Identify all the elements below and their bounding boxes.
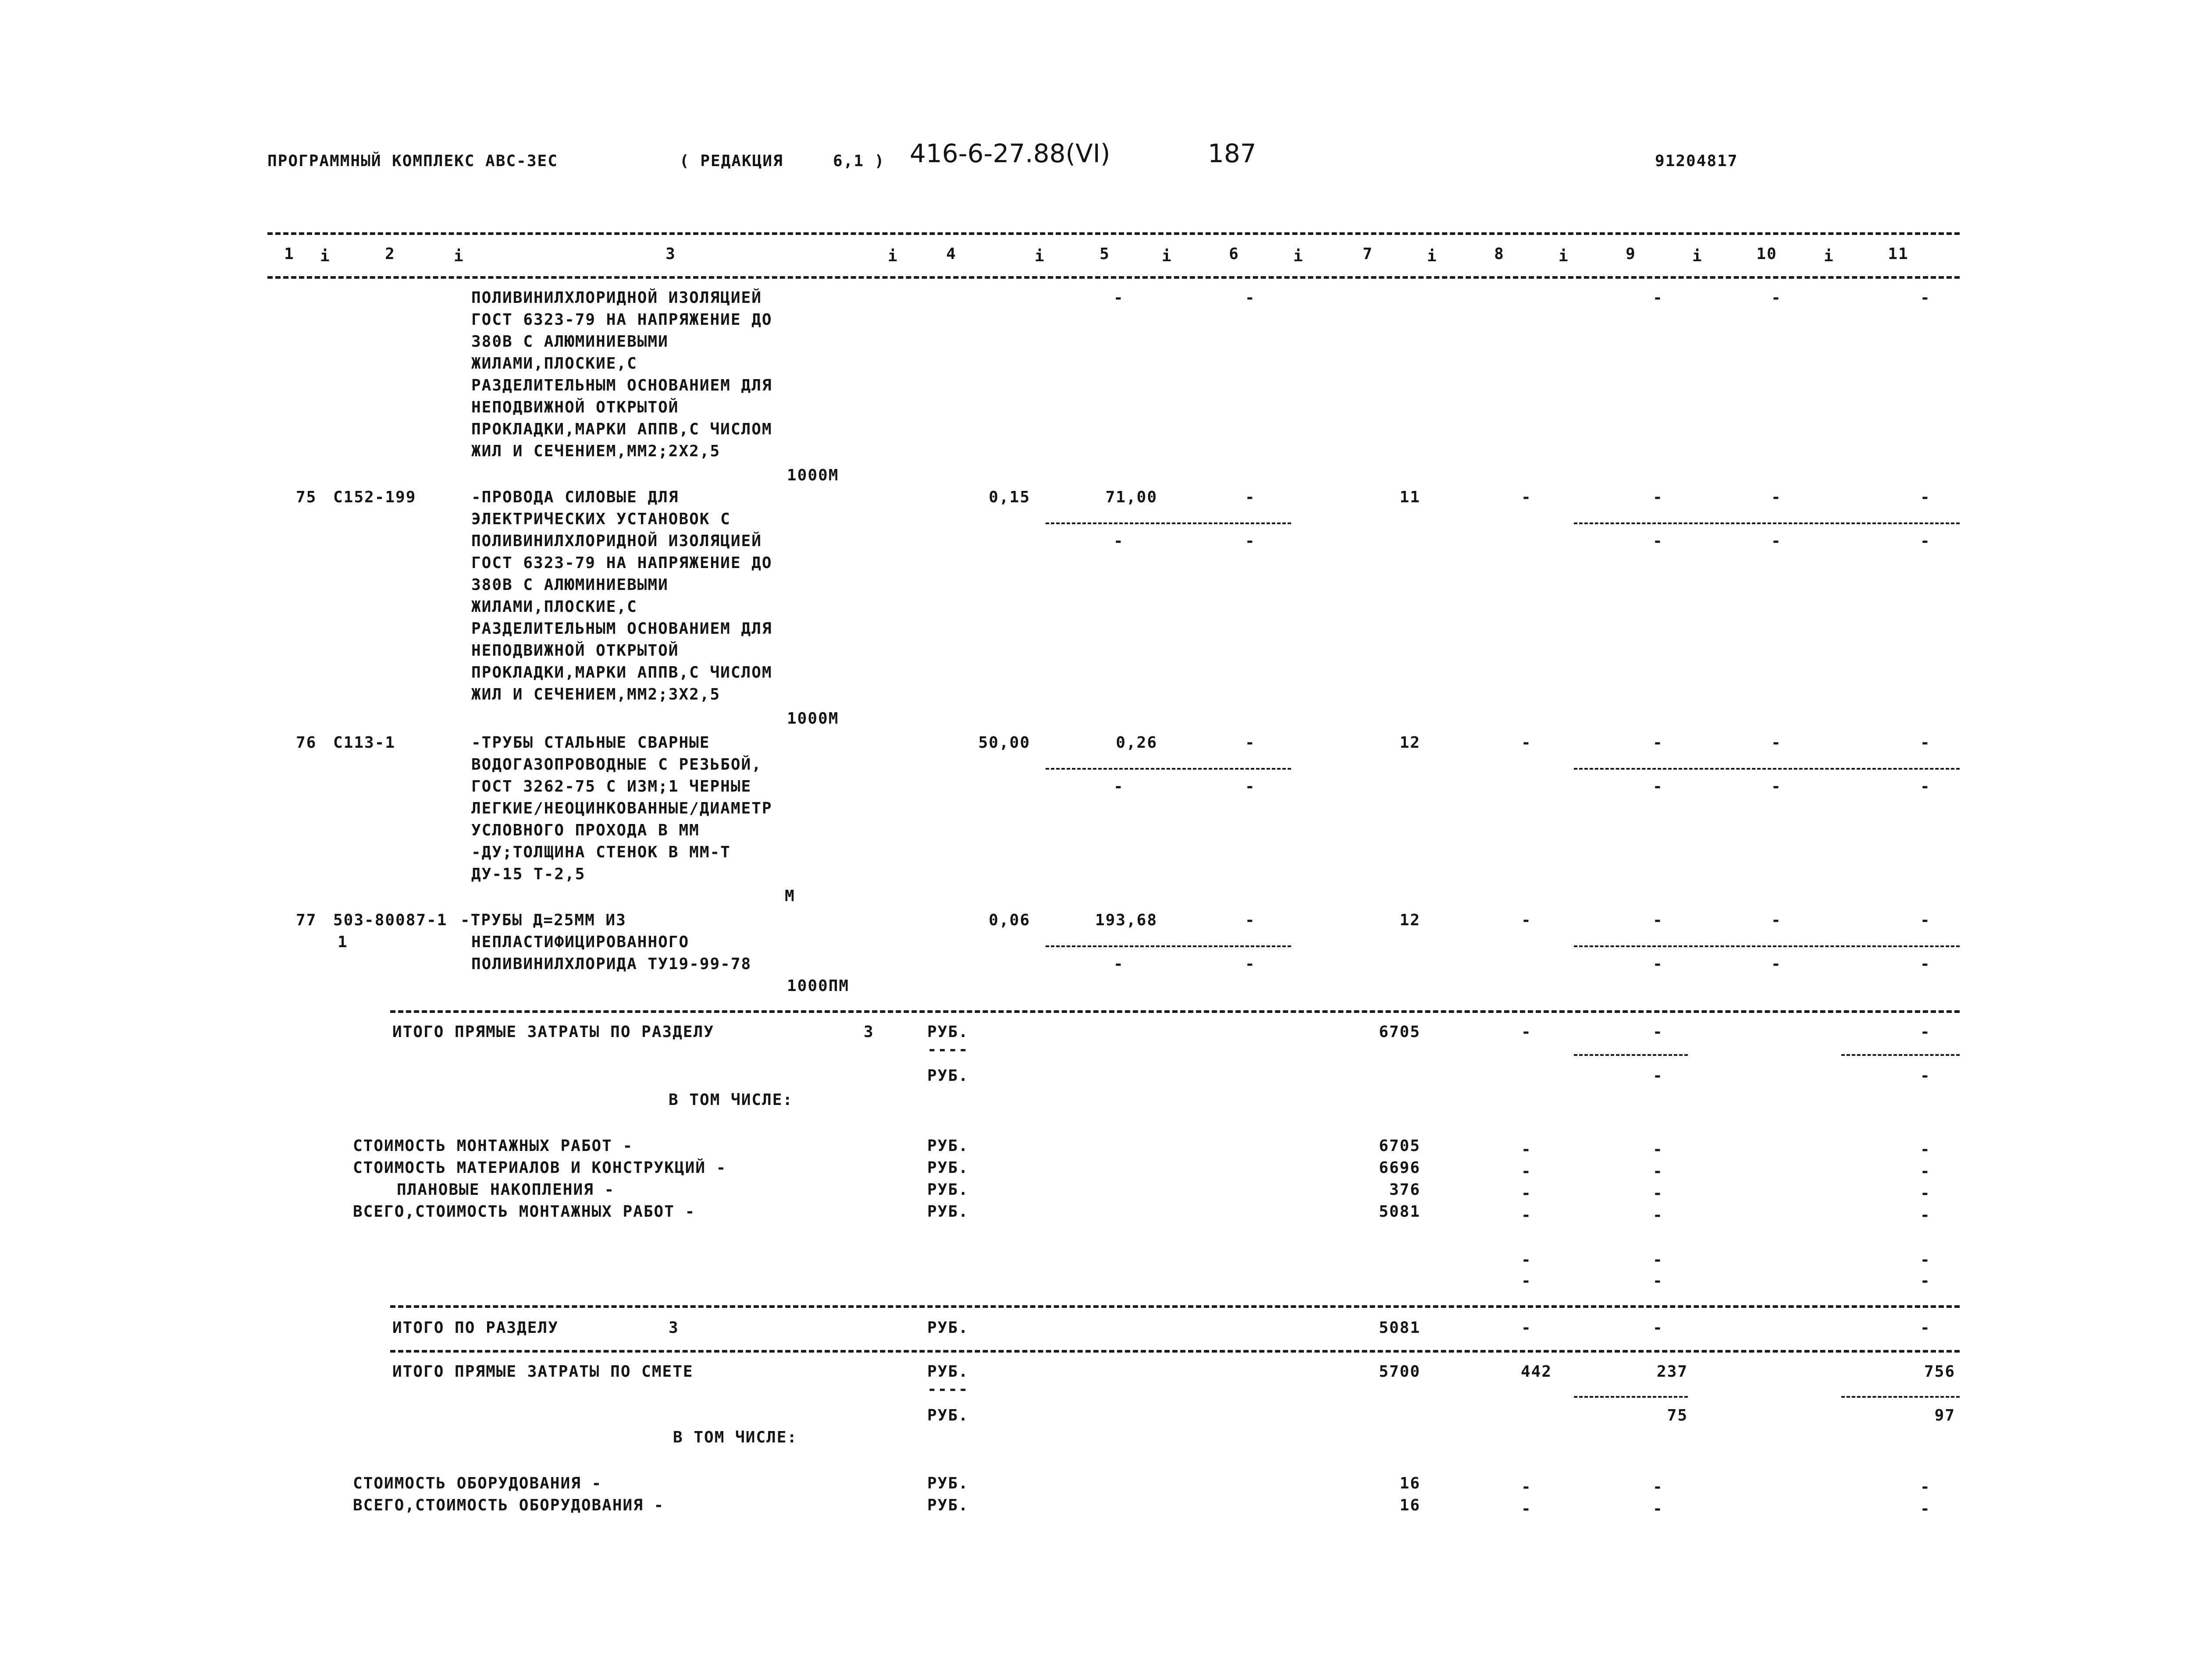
breakdown-label: ВСЕГО,СТОИМОСТЬ МОНТАЖНЫХ РАБОТ - xyxy=(353,1203,696,1221)
subcell-col11: - xyxy=(1920,955,1931,973)
breakdown-value: 6705 xyxy=(1379,1137,1420,1155)
description-line: ЖИЛ И СЕЧЕНИЕМ,ММ2;2Х2,5 xyxy=(471,442,721,460)
description-line: -ТРУБЫ СТАЛЬНЫЕ СВАРНЫЕ xyxy=(471,734,710,752)
currency-label: РУБ. xyxy=(927,1067,969,1085)
breakdown-value: 376 xyxy=(1389,1181,1420,1199)
program-title: ПРОГРАММНЫЙ КОМПЛЕКС АВС-3ЕС xyxy=(267,152,558,170)
cell-col7: 12 xyxy=(1399,911,1420,929)
description-line: 380В С АЛЮМИНИЕВЫМИ xyxy=(471,576,669,594)
cell-col11: - xyxy=(1920,1251,1931,1269)
col-separator: i xyxy=(1559,247,1569,265)
cell-quantity: 0,15 xyxy=(989,488,1030,506)
cell-col8: - xyxy=(1521,911,1532,929)
cell-col11: - xyxy=(1920,911,1931,929)
col-separator: i xyxy=(1035,247,1045,265)
cell-col11: 756 xyxy=(1924,1363,1955,1381)
description-line: ПОЛИВИНИЛХЛОРИДНОЙ ИЗОЛЯЦИЕЙ xyxy=(471,289,762,307)
currency-label: РУБ. xyxy=(927,1474,969,1492)
subtotal-rule xyxy=(1574,945,1960,947)
cell-col8: - xyxy=(1521,1023,1532,1041)
estimate-total-rule xyxy=(390,1350,1960,1353)
document-id: 91204817 xyxy=(1655,152,1738,170)
subcell-col9: - xyxy=(1653,1067,1663,1085)
section-direct-value: 6705 xyxy=(1379,1023,1420,1041)
col-separator: i xyxy=(454,247,464,265)
cell-col7: 11 xyxy=(1399,488,1420,506)
currency-label: РУБ. xyxy=(927,1496,969,1514)
description-line: УСЛОВНОГО ПРОХОДА В ММ xyxy=(471,821,700,839)
currency-label: РУБ. xyxy=(927,1363,969,1381)
cell-col8: - xyxy=(1521,1251,1532,1269)
cell-col10: - xyxy=(1771,734,1782,752)
cell-col9: 237 xyxy=(1656,1363,1688,1381)
cell-unit-price: 193,68 xyxy=(1095,911,1157,929)
including-heading: В ТОМ ЧИСЛЕ: xyxy=(673,1428,798,1446)
col-header-8: 8 xyxy=(1494,245,1505,263)
cell-col6: - xyxy=(1245,734,1256,752)
subtotal-rule xyxy=(1046,522,1291,524)
item-number: 77 xyxy=(296,911,317,929)
description-line: РАЗДЕЛИТЕЛЬНЫМ ОСНОВАНИЕМ ДЛЯ xyxy=(471,620,772,638)
subcell-col11: 97 xyxy=(1934,1407,1955,1424)
cell-col9: - xyxy=(1653,1251,1663,1269)
col-header-9: 9 xyxy=(1626,245,1636,263)
description-line: ЭЛЕКТРИЧЕСКИХ УСТАНОВОК С xyxy=(471,510,731,528)
breakdown-label: СТОИМОСТЬ ОБОРУДОВАНИЯ - xyxy=(353,1474,602,1492)
estimate-direct-value: 5700 xyxy=(1379,1363,1420,1381)
col-separator: i xyxy=(1824,247,1834,265)
col-header-11: 11 xyxy=(1888,245,1909,263)
cell-col6: - xyxy=(1245,488,1256,506)
description-line: ДУ-15 Т-2,5 xyxy=(471,865,586,883)
cell-col9: - xyxy=(1653,488,1663,506)
cell-col8: - xyxy=(1521,1184,1532,1202)
description-line: ПРОКЛАДКИ,МАРКИ АППВ,С ЧИСЛОМ xyxy=(471,420,772,438)
cell-col11: - xyxy=(1920,488,1931,506)
description-line: ЖИЛ И СЕЧЕНИЕМ,ММ2;3Х2,5 xyxy=(471,685,721,703)
cell-col9: - xyxy=(1653,1319,1663,1337)
section-direct-label: ИТОГО ПРЯМЫЕ ЗАТРАТЫ ПО РАЗДЕЛУ xyxy=(392,1023,714,1041)
subcell-col10: - xyxy=(1771,532,1782,550)
col-header-6: 6 xyxy=(1229,245,1239,263)
currency-label: РУБ. xyxy=(927,1319,969,1337)
including-heading: В ТОМ ЧИСЛЕ: xyxy=(669,1091,794,1109)
currency-label: РУБ. xyxy=(927,1159,969,1177)
col-header-10: 10 xyxy=(1756,245,1777,263)
breakdown-label: ПЛАНОВЫЕ НАКОПЛЕНИЯ - xyxy=(397,1181,615,1199)
unit-of-measure: М xyxy=(785,887,795,905)
col-separator: i xyxy=(1427,247,1438,265)
item-number: 76 xyxy=(296,734,317,752)
description-line: НЕПОДВИЖНОЙ ОТКРЫТОЙ xyxy=(471,642,679,660)
description-line: НЕПОДВИЖНОЙ ОТКРЫТОЙ xyxy=(471,398,679,416)
unit-of-measure: 1000М xyxy=(787,710,839,728)
section-total-label: ИТОГО ПО РАЗДЕЛУ xyxy=(392,1319,559,1337)
header-rule-bottom xyxy=(267,276,1960,279)
cell-col9: - xyxy=(1653,289,1663,307)
description-line: ГОСТ 3262-75 С ИЗМ;1 ЧЕРНЫЕ xyxy=(471,778,752,796)
currency-dashes: ---- xyxy=(927,1041,969,1058)
subtotal-rule xyxy=(1574,768,1960,770)
cell-col5: - xyxy=(1114,289,1124,307)
description-line: РАЗДЕЛИТЕЛЬНЫМ ОСНОВАНИЕМ ДЛЯ xyxy=(471,376,772,394)
col-header-5: 5 xyxy=(1100,245,1110,263)
col-header-7: 7 xyxy=(1363,245,1373,263)
item-code: С152-199 xyxy=(333,488,416,506)
section-total-value: 5081 xyxy=(1379,1319,1420,1337)
subcell-col9: - xyxy=(1653,532,1663,550)
page-number: 187 xyxy=(1208,139,1256,168)
description-line: НЕПЛАСТИФИЦИРОВАННОГО xyxy=(471,933,690,951)
col-header-2: 2 xyxy=(385,245,395,263)
description-line: -ДУ;ТОЛЩИНА СТЕНОК В ММ-Т xyxy=(471,843,731,861)
cell-col6: - xyxy=(1245,289,1256,307)
section-number: 3 xyxy=(669,1319,679,1337)
currency-label: РУБ. xyxy=(927,1181,969,1199)
breakdown-value: 5081 xyxy=(1379,1203,1420,1221)
subcell-col5: - xyxy=(1114,532,1124,550)
cell-col10: - xyxy=(1771,289,1782,307)
currency-dashes: ---- xyxy=(927,1380,969,1398)
subcell-col11: - xyxy=(1920,778,1931,796)
unit-of-measure: 1000М xyxy=(787,466,839,484)
item-number: 75 xyxy=(296,488,317,506)
description-line: -ТРУБЫ Д=25ММ ИЗ xyxy=(460,911,626,929)
subtotal-rule xyxy=(1046,768,1291,770)
subcell-col5: - xyxy=(1114,955,1124,973)
cell-col11: - xyxy=(1920,1140,1931,1158)
subcell-col10: - xyxy=(1771,778,1782,796)
cell-col9: - xyxy=(1653,911,1663,929)
cell-unit-price: 0,26 xyxy=(1116,734,1157,752)
currency-label: РУБ. xyxy=(927,1407,969,1424)
cell-col8: 442 xyxy=(1520,1363,1552,1381)
subtotal-rule xyxy=(1574,1396,1688,1398)
description-line: ГОСТ 6323-79 НА НАПРЯЖЕНИЕ ДО xyxy=(471,554,772,572)
subcell-col9: 75 xyxy=(1667,1407,1688,1424)
cell-quantity: 50,00 xyxy=(978,734,1030,752)
section-rule xyxy=(390,1010,1960,1013)
edition-label: ( РЕДАКЦИЯ xyxy=(680,152,783,170)
cell-col9: - xyxy=(1653,1500,1663,1518)
cell-col8: - xyxy=(1521,1206,1532,1224)
breakdown-label: ВСЕГО,СТОИМОСТЬ ОБОРУДОВАНИЯ - xyxy=(353,1496,665,1514)
subtotal-rule xyxy=(1574,522,1960,524)
cell-col8: - xyxy=(1521,1272,1532,1290)
col-header-3: 3 xyxy=(665,245,676,263)
description-line: ЖИЛАМИ,ПЛОСКИЕ,С xyxy=(471,598,637,616)
cell-col8: - xyxy=(1521,1162,1532,1180)
cell-col8: - xyxy=(1521,1500,1532,1518)
subcell-col6: - xyxy=(1245,532,1256,550)
cell-col9: - xyxy=(1653,1272,1663,1290)
currency-label: РУБ. xyxy=(927,1023,969,1041)
cell-col8: - xyxy=(1521,488,1532,506)
cell-col8: - xyxy=(1521,734,1532,752)
item-code: 503-80087-1 xyxy=(333,911,448,929)
cell-col11: - xyxy=(1920,289,1931,307)
cell-col8: - xyxy=(1521,1319,1532,1337)
currency-label: РУБ. xyxy=(927,1137,969,1155)
section-total-rule xyxy=(390,1305,1960,1308)
cell-col11: - xyxy=(1920,1184,1931,1202)
section-number: 3 xyxy=(864,1023,874,1041)
subtotal-rule xyxy=(1046,945,1291,947)
description-line: ЖИЛАМИ,ПЛОСКИЕ,С xyxy=(471,355,637,373)
cell-col8: - xyxy=(1521,1478,1532,1496)
cell-col11: - xyxy=(1920,1500,1931,1518)
cell-col11: - xyxy=(1920,1162,1931,1180)
breakdown-label: СТОИМОСТЬ МОНТАЖНЫХ РАБОТ - xyxy=(353,1137,633,1155)
cell-col11: - xyxy=(1920,1478,1931,1496)
breakdown-value: 6696 xyxy=(1379,1159,1420,1177)
subcell-col5: - xyxy=(1114,778,1124,796)
col-separator: i xyxy=(1162,247,1172,265)
cell-col8: - xyxy=(1521,1140,1532,1158)
description-line: ВОДОГАЗОПРОВОДНЫЕ С РЕЗЬБОЙ, xyxy=(471,756,762,774)
cell-col6: - xyxy=(1245,911,1256,929)
col-separator: i xyxy=(320,247,331,265)
subcell-col6: - xyxy=(1245,955,1256,973)
cell-col9: - xyxy=(1653,1162,1663,1180)
estimate-direct-label: ИТОГО ПРЯМЫЕ ЗАТРАТЫ ПО СМЕТЕ xyxy=(392,1363,694,1381)
description-line: ПОЛИВИНИЛХЛОРИДНОЙ ИЗОЛЯЦИЕЙ xyxy=(471,532,762,550)
breakdown-label: СТОИМОСТЬ МАТЕРИАЛОВ И КОНСТРУКЦИЙ - xyxy=(353,1159,727,1177)
edition-number: 6,1 ) xyxy=(833,152,885,170)
description-line: ЛЕГКИЕ/НЕОЦИНКОВАННЫЕ/ДИАМЕТР xyxy=(471,799,772,817)
header-rule-top xyxy=(267,232,1960,235)
col-separator: i xyxy=(1692,247,1703,265)
subcell-col9: - xyxy=(1653,955,1663,973)
cell-col9: - xyxy=(1653,1184,1663,1202)
item-code: С113-1 xyxy=(333,734,396,752)
cell-col11: - xyxy=(1920,1023,1931,1041)
description-line: ГОСТ 6323-79 НА НАПРЯЖЕНИЕ ДО xyxy=(471,311,772,329)
cell-col10: - xyxy=(1771,488,1782,506)
breakdown-value: 16 xyxy=(1399,1496,1420,1514)
subcell-col11: - xyxy=(1920,532,1931,550)
cell-col9: - xyxy=(1653,1206,1663,1224)
cell-unit-price: 71,00 xyxy=(1105,488,1157,506)
col-header-4: 4 xyxy=(946,245,957,263)
subtotal-rule xyxy=(1841,1054,1960,1056)
unit-of-measure: 1000ПМ xyxy=(787,977,850,995)
breakdown-value: 16 xyxy=(1399,1474,1420,1492)
cell-col9: - xyxy=(1653,1140,1663,1158)
cell-col9: - xyxy=(1653,734,1663,752)
document-code: 416-6-27.88(VI) xyxy=(910,139,1110,168)
cell-col9: - xyxy=(1653,1478,1663,1496)
col-separator: i xyxy=(1293,247,1304,265)
description-line: 380В С АЛЮМИНИЕВЫМИ xyxy=(471,333,669,351)
description-line: ПОЛИВИНИЛХЛОРИДА ТУ19-99-78 xyxy=(471,955,752,973)
cell-col7: 12 xyxy=(1399,734,1420,752)
cell-quantity: 0,06 xyxy=(989,911,1030,929)
description-line: ПРОКЛАДКИ,МАРКИ АППВ,С ЧИСЛОМ xyxy=(471,664,772,682)
subtotal-rule xyxy=(1841,1396,1960,1398)
cell-col9: - xyxy=(1653,1023,1663,1041)
subcell-col6: - xyxy=(1245,778,1256,796)
col-header-1: 1 xyxy=(284,245,295,263)
subcell-col9: - xyxy=(1653,778,1663,796)
item-code-wrap: 1 xyxy=(338,933,348,951)
cell-col11: - xyxy=(1920,1206,1931,1224)
currency-label: РУБ. xyxy=(927,1203,969,1221)
col-separator: i xyxy=(888,247,898,265)
subcell-col10: - xyxy=(1771,955,1782,973)
cell-col11: - xyxy=(1920,1272,1931,1290)
subtotal-rule xyxy=(1574,1054,1688,1056)
cell-col10: - xyxy=(1771,911,1782,929)
subcell-col11: - xyxy=(1920,1067,1931,1085)
description-line: -ПРОВОДА СИЛОВЫЕ ДЛЯ xyxy=(471,488,679,506)
cell-col11: - xyxy=(1920,734,1931,752)
cell-col11: - xyxy=(1920,1319,1931,1337)
